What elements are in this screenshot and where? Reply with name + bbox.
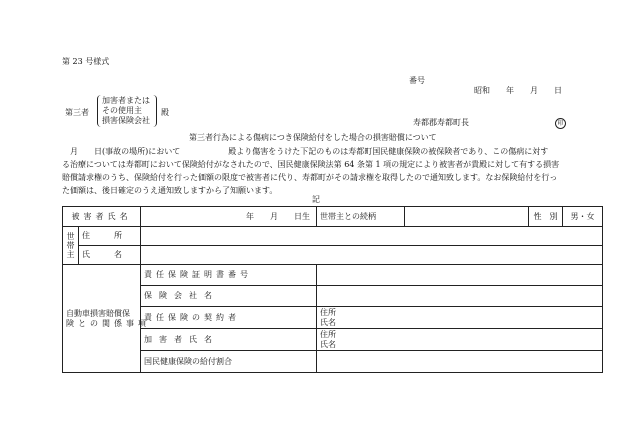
certificate-number-label: 責任保険証明書番号 (141, 265, 317, 286)
benefit-ratio-value (317, 351, 603, 373)
notification-table (62, 206, 603, 373)
issuer: 寿都郡寿都町長 (413, 118, 469, 127)
sex-options: 男・女 (563, 207, 603, 227)
offender-name-label: 加害者氏名 (141, 329, 317, 351)
insurance-company-label: 保険会社名 (141, 286, 317, 307)
insurance-company-value (317, 286, 603, 307)
body-line: た価額は、後日確定のうえ通知致しますから了知願います。 (62, 186, 278, 195)
victim-name-label: 被害者氏名 (63, 207, 141, 227)
addressee-option: その使用主 (102, 106, 142, 115)
birth-date-field: 年 月 日生 (141, 207, 317, 227)
body-line: る治療については寿都町において保険給付がなされたので、国民健康保険法第 64 条第 1 項の規定により被害者が貴殿に対して有する損害 (62, 160, 560, 169)
householder-address-value (141, 227, 603, 246)
relation-label: 世帯主との続柄 (317, 207, 405, 227)
seal-mark: 印 (555, 118, 566, 129)
addressee-option: 損害保険会社 (102, 116, 150, 125)
policyholder-value: 住所 氏名 (317, 307, 603, 329)
householder-name-label: 氏 名 (79, 246, 141, 265)
offender-name-value: 住所 氏名 (317, 329, 603, 351)
number-label: 番号 (409, 76, 425, 85)
document-title: 第三者行為による傷病につき保険給付をした場合の損害賠償について (189, 133, 437, 142)
householder-address-label: 住 所 (79, 227, 141, 246)
addressee-suffix: 殿 (161, 108, 169, 117)
addressee-option: 加害者または (102, 96, 150, 105)
benefit-ratio-label: 国民健康保険の給付割合 (141, 351, 317, 373)
householder-name-value (141, 246, 603, 265)
sex-label: 性 別 (529, 207, 563, 227)
date-label: 昭和 年 月 日 (474, 86, 562, 95)
form-number: 第 23 号様式 (62, 57, 110, 66)
ki-mark: 記 (312, 195, 320, 204)
policyholder-label: 責任保険の契約者 (141, 307, 317, 329)
addressee-prefix: 第三者 (65, 108, 89, 117)
certificate-number-value (317, 265, 603, 286)
relation-value (405, 207, 529, 227)
body-text (62, 145, 572, 197)
householder-label: 世 帯 主 (63, 227, 79, 265)
body-line: 賠償請求権のうち、保険給付を行った価額の限度で被害者に代り、寿都町がその請求権を取得したので通知致します。なお保険給付を行っ (62, 173, 558, 182)
body-line: 月 日(事故の場所)において 殿より傷害をうけた下記のものは寿都町国民健康保険の被保険者であり、この傷病に対す (62, 147, 549, 156)
insurance-section-label: 自動車損害賠償保 険との関係事項 (63, 265, 141, 373)
